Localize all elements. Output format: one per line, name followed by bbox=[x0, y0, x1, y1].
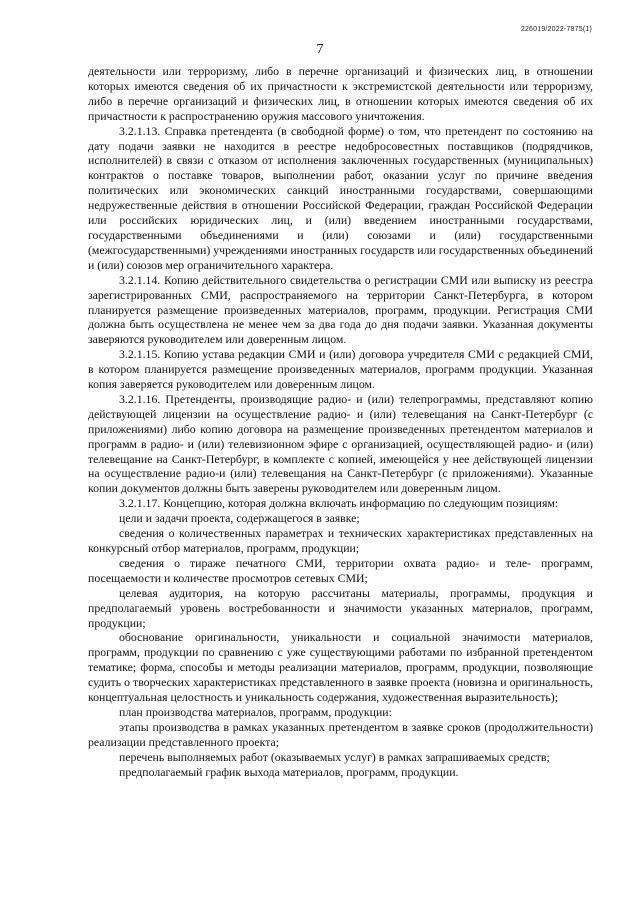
list-item-goals: цели и задачи проекта, содержащегося в заявке; bbox=[119, 511, 360, 526]
list-item-audience: целевая аудитория, на которую рассчитаны материалы, программы, продукция и предполагаемый уровень востребованности и значимости указанных материалов, программ, продукции; bbox=[88, 585, 593, 630]
paragraph-continuation: деятельности или терроризму, либо в перечне организаций и физических лиц, в отношении которых имеются сведения об их причастности к экстремистской деятельности или терроризму, либо в перечне организаций и физических лиц, в отношении которых имеются сведения об их причастности к распространению оружия массового уничтожения. bbox=[88, 64, 593, 123]
paragraph-3-2-1-17: 3.2.1.17. Концепцию, которая должна включать информацию по следующим позициям: bbox=[119, 496, 559, 511]
list-item-originality: обоснование оригинальности, уникальности и социальной значимости материалов, программ, продукции по сравнению с уже существующими работами по избранной претендентом тематике; форма, способы и методы реализации материалов, программ, продукции, позволяющие судить о творческих характеристиках представленного в заявке проекта (новизна и оригинальность, концептуальная целостность и уникальность содержания, художественная выразительность); bbox=[88, 630, 593, 705]
list-item-parameters: сведения о количественных параметрах и технических характеристиках представленных на конкурсный отбор материалов, программ, продукции; bbox=[88, 526, 593, 555]
list-item-schedule: предполагаемый график выхода материалов, программ, продукции. bbox=[119, 764, 459, 779]
paragraph-3-2-1-15: 3.2.1.15. Копию устава редакции СМИ и (или) договора учредителя СМИ с редакцией СМИ, в котором планируется размещение произведенных материалов, программ продукции. Указанная копия заверяется руководителем или доверенным лицом. bbox=[88, 347, 593, 392]
document-body bbox=[88, 64, 593, 780]
paragraph-3-2-1-16: 3.2.1.16. Претенденты, производящие радио- и (или) телепрограммы, представляют копию действующей лицензии на осуществление радио- и (или) телевещания на Санкт-Петербург (с приложениями) либо копию договора на размещение произведенных претендентом материалов и программ в радио- и (или) телевизионном эфире с организацией, осуществляющей радио- и (или) телевещание на Санкт-Петербург, в комплекте с копией, имеющейся у нее действующей лицензии на осуществление радио-и (или) телевещания на Санкт-Петербург (с приложениями). Указанные копии документов должны быть заверены руководителем или доверенным лицом. bbox=[88, 391, 593, 496]
document-registration-code: 226019/2022-7875(1) bbox=[520, 26, 592, 33]
paragraph-3-2-1-13: 3.2.1.13. Справка претендента (в свободной форме) о том, что претендент по состоянию на дату подачи заявки не находится в реестре недобросовестных поставщиков (подрядчиков, исполнителей) в связи с отказом от исполнения заключенных государственных (муниципальных) контрактов о поставке товаров, выполнении работ, оказании услуг по причине введения политических или экономических санкций иностранными государствами, совершающими недружественные действия в отношении Российской Федерации, граждан Российской Федерации или российских юридических лиц, и (или) введением иностранными государствами, государственными объединениями и (или) союзами и (или) государственными (межгосударственными) учреждениями иностранных государств или государственных объединений и (или) союзов мер ограничительного характера. bbox=[88, 123, 593, 272]
page-number: 7 bbox=[316, 42, 324, 57]
list-item-production-plan: план производства материалов, программ, продукции: bbox=[119, 704, 392, 719]
list-item-circulation: сведения о тираже печатного СМИ, территории охвата радио- и теле- программ, посещаемости и количестве просмотров сетевых СМИ; bbox=[88, 555, 593, 585]
paragraph-3-2-1-14: 3.2.1.14. Копию действительного свидетельства о регистрации СМИ или выписку из реестра зарегистрированных СМИ, распространяемого на территории Санкт-Петербурга, в котором планируется размещение произведенных материалов, программ, продукции. Регистрация СМИ должна быть осуществлена не менее чем за два года до дня подачи заявки. Указанная документы заверяются руководителем или доверенным лицом. bbox=[88, 272, 593, 347]
list-item-works: перечень выполняемых работ (оказываемых услуг) в рамках запрашиваемых средств; bbox=[119, 749, 550, 764]
list-item-stages: этапы производства в рамках указанных претендентом в заявке сроков (продолжительности) реализации представленного проекта; bbox=[88, 719, 593, 749]
